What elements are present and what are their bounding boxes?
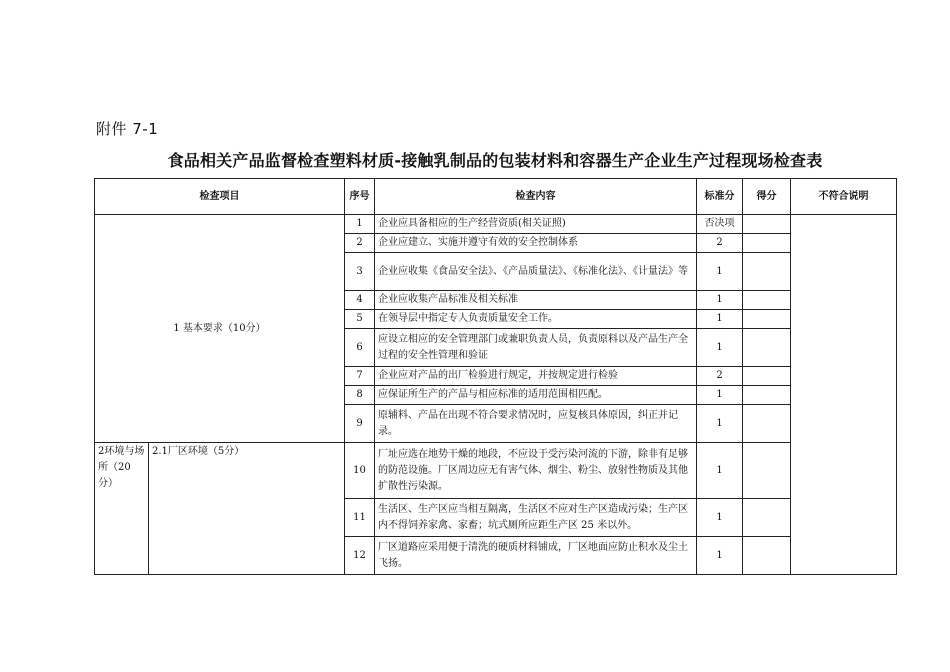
row-seq: 5: [345, 310, 375, 329]
row-content: 企业应收集产品标准及相关标准: [375, 291, 697, 310]
row-standard: 1: [697, 253, 743, 291]
row-standard: 1: [697, 291, 743, 310]
row-seq: 11: [345, 499, 375, 537]
row-score: [743, 443, 791, 499]
row-seq: 9: [345, 405, 375, 443]
row-score: [743, 499, 791, 537]
attachment-label: 附件 7-1: [96, 120, 159, 138]
row-score: [743, 215, 791, 234]
row-seq: 6: [345, 329, 375, 367]
row-content: 企业应对产品的出厂检验进行规定，并按规定进行检验: [375, 367, 697, 386]
row-content: 应设立相应的安全管理部门或兼职负责人员，负责原料以及产品生产全过程的安全性管理和验证: [375, 329, 697, 367]
nonconform-cell: [791, 215, 897, 575]
section2-label: 2环境与场所（20分）: [95, 443, 149, 575]
section1-label: 1 基本要求（10分）: [95, 215, 345, 443]
header-score: 得分: [743, 179, 791, 215]
row-seq: 4: [345, 291, 375, 310]
row-content: 原辅料、产品在出现不符合要求情况时，应复核具体原因，纠正并记录。: [375, 405, 697, 443]
row-standard: 否决项: [697, 215, 743, 234]
row-seq: 7: [345, 367, 375, 386]
table-row: [95, 443, 897, 499]
row-seq: 1: [345, 215, 375, 234]
row-score: [743, 405, 791, 443]
row-standard: 1: [697, 405, 743, 443]
row-seq: 2: [345, 234, 375, 253]
row-content: 应保证所生产的产品与相应标准的适用范围相匹配。: [375, 386, 697, 405]
row-seq: 8: [345, 386, 375, 405]
row-standard: 2: [697, 234, 743, 253]
table-header-row: [95, 179, 897, 215]
row-score: [743, 537, 791, 575]
row-score: [743, 291, 791, 310]
row-seq: 12: [345, 537, 375, 575]
section2-sub-label: 2.1厂区环境（5分）: [149, 443, 345, 575]
document-title: 食品相关产品监督检查塑料材质-接触乳制品的包装材料和容器生产企业生产过程现场检查表: [167, 151, 823, 170]
row-content: 在领导层中指定专人负责质量安全工作。: [375, 310, 697, 329]
row-content: 生活区、生产区应当相互隔离，生活区不应对生产区造成污染；生产区内不得饲养家禽、家畜；坑式厕所应距生产区 25 米以外。: [375, 499, 697, 537]
row-standard: 1: [697, 329, 743, 367]
row-standard: 1: [697, 386, 743, 405]
inspection-table: [94, 178, 897, 575]
row-score: [743, 386, 791, 405]
header-nonconform: 不符合说明: [791, 179, 897, 215]
row-content: 厂区道路应采用便于清洗的硬质材料铺成，厂区地面应防止积水及尘土飞扬。: [375, 537, 697, 575]
row-standard: 2: [697, 367, 743, 386]
table-row: [95, 215, 897, 234]
row-standard: 1: [697, 310, 743, 329]
header-item: 检查项目: [95, 179, 345, 215]
row-score: [743, 253, 791, 291]
row-content: 企业应建立、实施并遵守有效的安全控制体系: [375, 234, 697, 253]
row-content: 企业应具备相应的生产经营资质(相关证照): [375, 215, 697, 234]
row-score: [743, 367, 791, 386]
row-standard: 1: [697, 499, 743, 537]
row-seq: 10: [345, 443, 375, 499]
row-seq: 3: [345, 253, 375, 291]
row-score: [743, 310, 791, 329]
row-content: 厂址应选在地势干燥的地段，不应设于受污染河流的下游，除非有足够的防范设施。厂区周边应无有害气体、烟尘、粉尘、放射性物质及其他扩散性污染源。: [375, 443, 697, 499]
header-content: 检查内容: [375, 179, 697, 215]
row-content: 企业应收集《食品安全法》、《产品质量法》、《标准化法》、《计量法》等: [375, 253, 697, 291]
row-standard: 1: [697, 443, 743, 499]
header-seq: 序号: [345, 179, 375, 215]
row-score: [743, 329, 791, 367]
row-standard: 1: [697, 537, 743, 575]
header-standard: 标准分: [697, 179, 743, 215]
row-score: [743, 234, 791, 253]
